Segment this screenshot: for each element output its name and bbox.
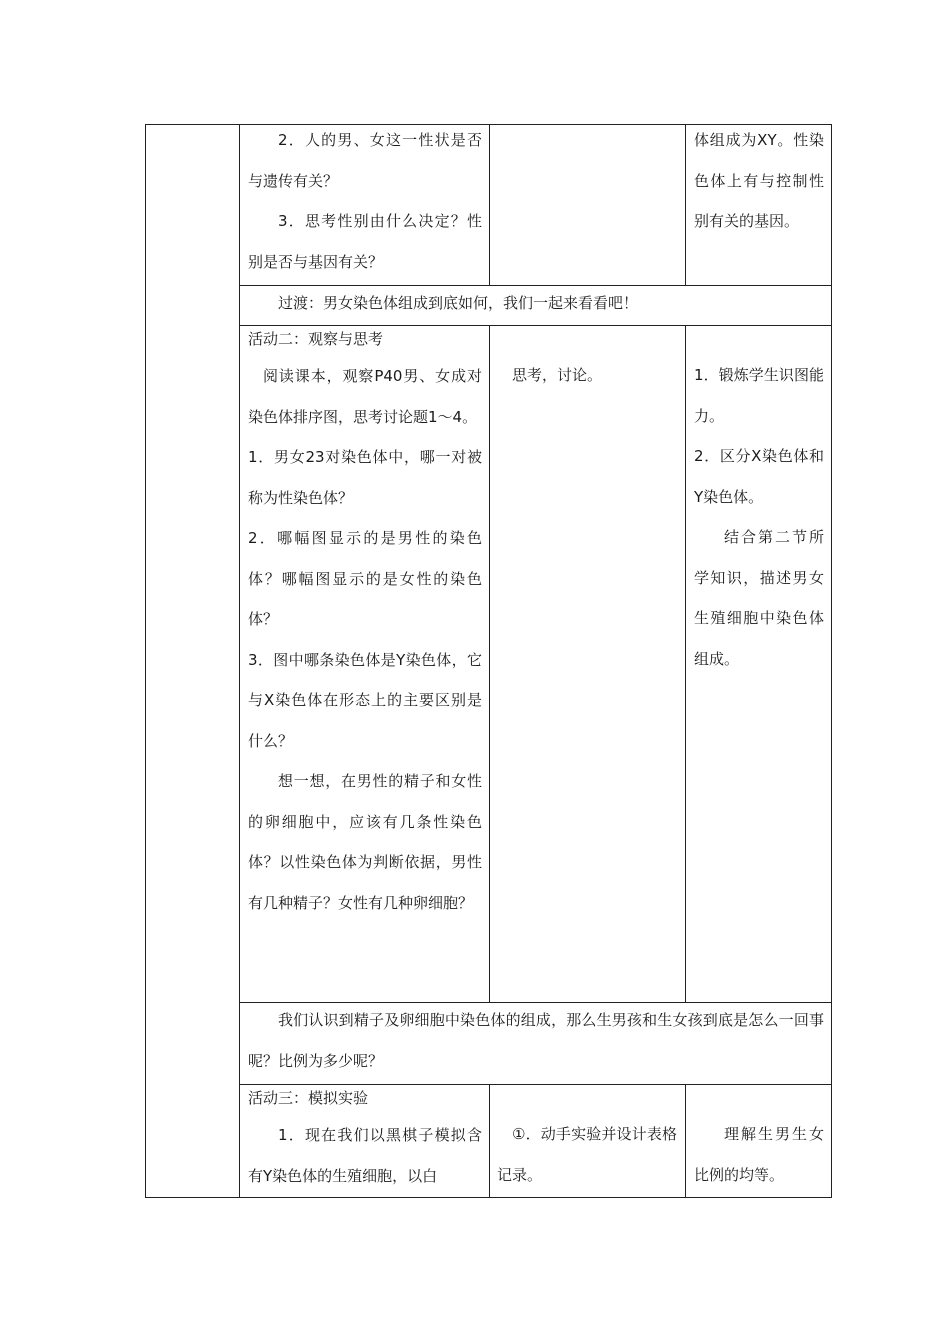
activity-3-cell [248,1081,482,1196]
activity-line: 2．人的男、女这一性状是否与遗传有关？ [248,131,482,190]
design-intent-3: 结合第二节所学知识，描述男女生殖细胞中染色体组成。 [694,528,824,668]
section-a-activity-cell [248,120,482,282]
transition-2-cell [248,1000,824,1081]
design-intent-text: 体组成为XY。性染色体上有与控制性别有关的基因。 [694,131,824,230]
activity-2-student-cell [497,355,677,396]
transition-1-cell [248,283,824,324]
activity-3-title: 活动三：模拟实验 [248,1089,369,1107]
activity-2-intro: 阅读课本，观察P40男、女成对染色体排序图，思考讨论题1～4。 [248,367,482,426]
transition-text: 过渡：男女染色体组成到底如何，我们一起来看看吧！ [278,294,639,312]
activity-2-cell [248,322,482,923]
activity-3-intent-cell [694,1114,824,1195]
student-activity-text: ①．动手实验并设计表格记录。 [497,1125,677,1184]
activity-line: 3．思考性别由什么决定？性别是否与基因有关？ [248,212,482,271]
design-intent-text: 理解生男生女比例的均等。 [694,1125,824,1184]
student-activity-text: 思考，讨论。 [512,366,603,384]
question-1: 1．男女23对染色体中，哪一对被称为性染色体？ [248,448,482,507]
design-intent-2: 2．区分X染色体和Y染色体。 [694,447,824,506]
transition-text: 我们认识到精子及卵细胞中染色体的组成，那么生男孩和生女孩到底是怎么一回事呢？比例为多少呢？ [248,1011,824,1070]
question-3: 3．图中哪条染色体是Y染色体，它与X染色体在形态上的主要区别是什么？ [248,650,482,750]
activity-2-intent-cell [694,355,824,679]
question-2: 2．哪幅图显示的是男性的染色体？哪幅图显示的是女性的染色体？ [248,529,482,628]
activity-3-student-cell [497,1114,677,1195]
activity-2-title: 活动二：观察与思考 [248,330,384,348]
activity-3-step-1: 1．现在我们以黑棋子模拟含有Y染色体的生殖细胞，以白 [248,1126,482,1185]
design-intent-1: 1．锻炼学生识图能力。 [694,366,824,425]
section-a-intent-cell [694,120,824,242]
think-prompt: 想一想，在男性的精子和女性的卵细胞中，应该有几条性染色体？以性染色体为判断依据，男性有几种精子？女性有几种卵细胞？ [248,772,482,912]
